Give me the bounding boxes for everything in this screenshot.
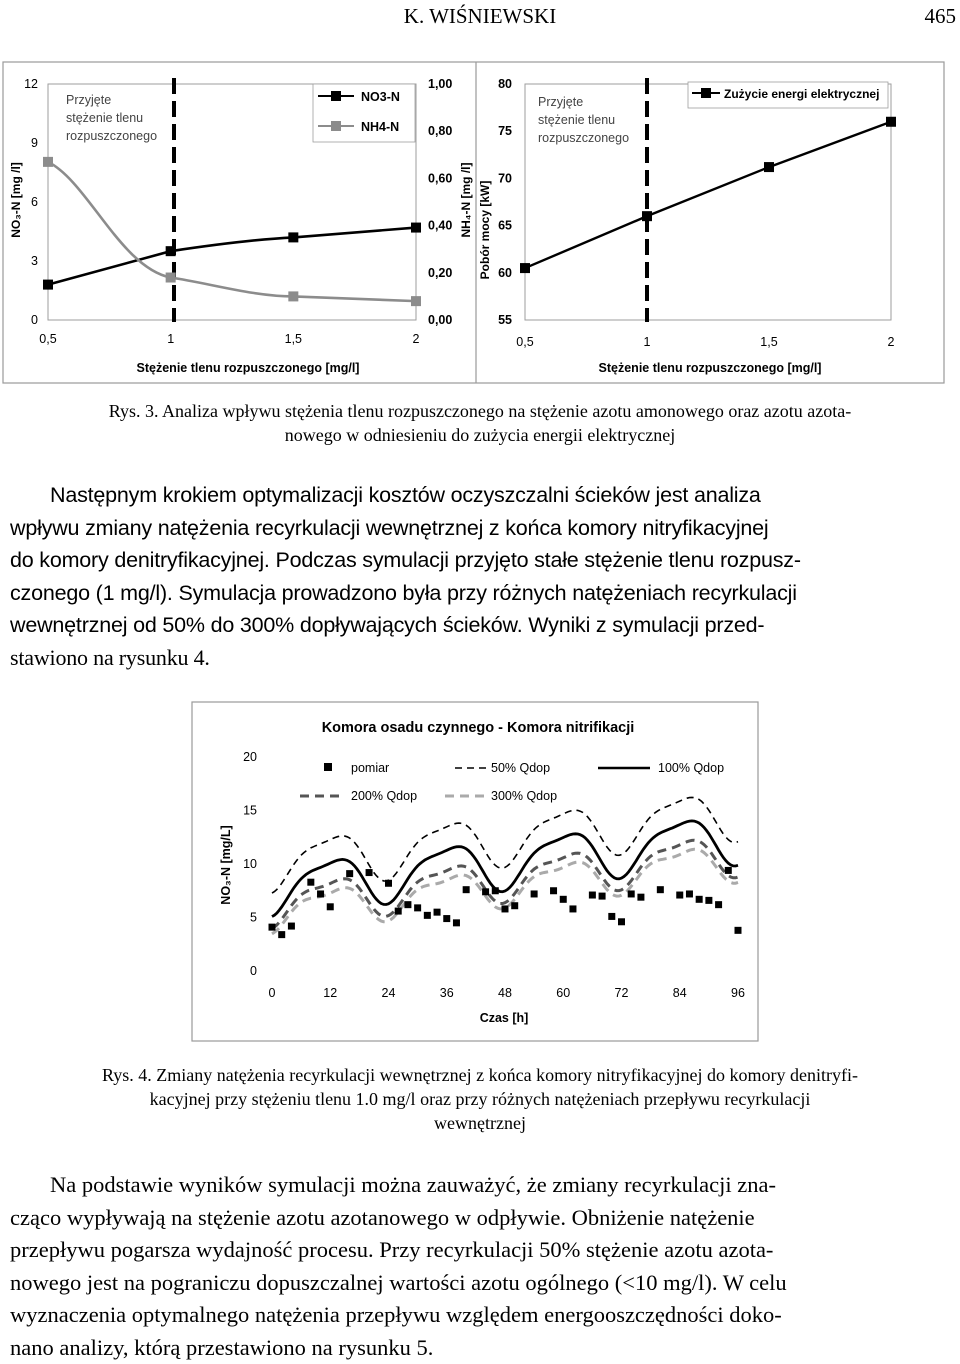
measurement-point bbox=[346, 870, 353, 877]
caption-line: Rys. 4. Zmiany natężenia recyrkulacji wewnętrznej z końca komory nitryfikacyjnej do komory denitryfi- bbox=[20, 1063, 940, 1087]
x-tick-label: 12 bbox=[323, 986, 337, 1000]
paragraph-line: do komory denitryfikacyjnej. Podczas symulacji przyjęto stałe stężenie tlenu rozpusz- bbox=[10, 544, 955, 577]
legend-energy: Zużycie energi elektrycznej bbox=[724, 87, 879, 101]
measurement-point bbox=[715, 901, 722, 908]
measurement-point bbox=[443, 915, 450, 922]
paragraph-2 bbox=[10, 1169, 955, 1364]
measurement-point bbox=[725, 867, 732, 874]
y-tick-label: 5 bbox=[250, 911, 257, 925]
measurement-point bbox=[511, 902, 518, 909]
legend-no3: NO3-N bbox=[361, 90, 400, 104]
annotation-line-2: stężenie tlenu bbox=[538, 113, 615, 127]
legend-50: 50% Qdop bbox=[491, 761, 550, 775]
data-point bbox=[520, 263, 530, 273]
x-tick-label: 1 bbox=[167, 332, 174, 346]
data-point bbox=[764, 162, 774, 172]
caption-line: nowego w odniesieniu do zużycia energii elektrycznej bbox=[20, 423, 940, 447]
measurement-point bbox=[560, 896, 567, 903]
measurement-point bbox=[434, 909, 441, 916]
paragraph-line: nano analizy, którą przestawiono na rysunku 5. bbox=[10, 1332, 955, 1364]
x-axis-label: Stężenie tlenu rozpuszczonego [mg/l] bbox=[137, 361, 360, 375]
y-axis-label: NO₃-N [mg/L] bbox=[219, 825, 233, 904]
x-tick-label: 96 bbox=[731, 986, 745, 1000]
measurement-point bbox=[735, 927, 742, 934]
measurement-point bbox=[618, 918, 625, 925]
measurement-point bbox=[502, 905, 509, 912]
y-tick-label-right: 0,80 bbox=[428, 124, 452, 138]
data-point bbox=[642, 211, 652, 221]
data-point bbox=[411, 296, 421, 306]
data-point bbox=[288, 291, 298, 301]
y-axis-label-right: NH₄-N [mg /l] bbox=[459, 162, 473, 237]
measurement-point bbox=[676, 892, 683, 899]
x-tick-label: 72 bbox=[615, 986, 629, 1000]
paragraph-1 bbox=[10, 479, 955, 674]
x-axis-label: Czas [h] bbox=[480, 1011, 529, 1025]
y-tick-label: 70 bbox=[498, 171, 512, 185]
caption-line: kacyjnej przy stężeniu tlenu 1.0 mg/l oraz przy różnych natężeniach przepływu recyrkulacji bbox=[20, 1087, 940, 1111]
x-tick-label: 84 bbox=[673, 986, 687, 1000]
chart-title: Komora osadu czynnego - Komora nitrifikacji bbox=[322, 720, 635, 736]
paragraph-line: Następnym krokiem optymalizacji kosztów oczyszczalni ścieków jest analiza bbox=[10, 479, 955, 512]
measurement-point bbox=[657, 886, 664, 893]
measurement-point bbox=[599, 893, 606, 900]
measurement-point bbox=[317, 890, 324, 897]
x-tick-label: 60 bbox=[556, 986, 570, 1000]
x-tick-label: 48 bbox=[498, 986, 512, 1000]
y-tick-label: 15 bbox=[243, 804, 257, 818]
measurement-point bbox=[269, 924, 276, 931]
y-tick-label: 0 bbox=[250, 964, 257, 978]
measurement-point bbox=[453, 919, 460, 926]
figure-4-caption bbox=[20, 1063, 940, 1135]
x-tick-label: 1,5 bbox=[285, 332, 302, 346]
measurement-point bbox=[288, 923, 295, 930]
figure-3-caption bbox=[20, 399, 940, 447]
x-tick-label: 24 bbox=[382, 986, 396, 1000]
x-tick-label: 1,5 bbox=[760, 335, 777, 349]
y-axis-label-left: NO₃-N [mg /l] bbox=[9, 162, 23, 238]
data-point bbox=[411, 223, 421, 233]
measurement-point bbox=[395, 908, 402, 915]
y-tick-label: 75 bbox=[498, 124, 512, 138]
measurement-point bbox=[385, 880, 392, 887]
legend-300: 300% Qdop bbox=[491, 789, 557, 803]
y-tick-label-left: 3 bbox=[31, 254, 38, 268]
x-tick-label: 2 bbox=[413, 332, 420, 346]
measurement-point bbox=[628, 890, 635, 897]
measurement-point bbox=[366, 869, 373, 876]
measurement-point bbox=[278, 931, 285, 938]
data-point bbox=[43, 157, 53, 167]
data-point bbox=[43, 280, 53, 290]
measurement-point bbox=[637, 894, 644, 901]
y-tick-label: 65 bbox=[498, 219, 512, 233]
measurement-point bbox=[705, 897, 712, 904]
measurement-point bbox=[327, 903, 334, 910]
y-tick-label-right: 0,40 bbox=[428, 219, 452, 233]
x-tick-label: 36 bbox=[440, 986, 454, 1000]
y-tick-label-left: 0 bbox=[31, 313, 38, 327]
y-tick-label-right: 0,60 bbox=[428, 171, 452, 185]
legend-200: 200% Qdop bbox=[351, 789, 417, 803]
y-tick-label-left: 9 bbox=[31, 136, 38, 150]
caption-line: wewnętrznej bbox=[20, 1111, 940, 1135]
paragraph-line: wpływu zmiany natężenia recyrkulacji wewnętrznej z końca komory nitryfikacyjnej bbox=[10, 512, 955, 545]
y-axis-label: Pobór mocy [kW] bbox=[478, 181, 492, 280]
measurement-point bbox=[307, 879, 314, 886]
figure-3 bbox=[0, 60, 960, 390]
y-tick-label: 10 bbox=[243, 857, 257, 871]
measurement-point bbox=[550, 887, 557, 894]
measurement-point bbox=[404, 901, 411, 908]
x-tick-label: 0,5 bbox=[516, 335, 533, 349]
legend bbox=[313, 84, 415, 142]
measurement-point bbox=[482, 888, 489, 895]
measurement-point bbox=[589, 892, 596, 899]
paragraph-line: Na podstawie wyników symulacji można zauważyć, że zmiany recyrkulacji zna- bbox=[10, 1169, 955, 1202]
figure-4 bbox=[0, 700, 960, 1045]
y-tick-label: 20 bbox=[243, 750, 257, 764]
measurement-point bbox=[686, 890, 693, 897]
x-tick-label: 1 bbox=[644, 335, 651, 349]
measurement-point bbox=[696, 896, 703, 903]
data-point bbox=[166, 246, 176, 256]
paragraph-line: wyznaczenia optymalnego natężenia przepływu względem energooszczędności doko- bbox=[10, 1299, 955, 1332]
annotation-line-2: stężenie tlenu bbox=[66, 111, 143, 125]
y-tick-label: 60 bbox=[498, 266, 512, 280]
annotation-line-3: rozpuszczonego bbox=[66, 129, 157, 143]
measurement-point bbox=[531, 890, 538, 897]
y-tick-label-right: 0,20 bbox=[428, 266, 452, 280]
paragraph-line: nowego jest na pograniczu dopuszczalnej wartości azotu ogólnego (<10 mg/l). W celu bbox=[10, 1267, 955, 1300]
y-tick-label-left: 6 bbox=[31, 195, 38, 209]
data-point bbox=[288, 232, 298, 242]
annotation-line-1: Przyjęte bbox=[538, 95, 583, 109]
paragraph-line: wewnętrznej od 50% do 300% dopływających ścieków. Wyniki z symulacji przed- bbox=[10, 609, 955, 642]
data-point bbox=[886, 117, 896, 127]
y-tick-label-right: 0,00 bbox=[428, 313, 452, 327]
measurement-point bbox=[608, 913, 615, 920]
running-header bbox=[0, 0, 960, 34]
legend-100: 100% Qdop bbox=[658, 761, 724, 775]
y-tick-label: 55 bbox=[498, 313, 512, 327]
paragraph-line: czonego (1 mg/l). Symulacja prowadzono była przy różnych natężeniach recyrkulacji bbox=[10, 577, 955, 610]
y-tick-label-left: 12 bbox=[24, 77, 38, 91]
legend-nh4: NH4-N bbox=[361, 120, 399, 134]
x-tick-label: 2 bbox=[888, 335, 895, 349]
x-tick-label: 0 bbox=[269, 986, 276, 1000]
data-point bbox=[166, 273, 176, 283]
legend-pomiar: pomiar bbox=[351, 761, 389, 775]
legend bbox=[688, 82, 888, 108]
annotation-line-3: rozpuszczonego bbox=[538, 131, 629, 145]
measurement-point bbox=[424, 912, 431, 919]
x-tick-label: 0,5 bbox=[39, 332, 56, 346]
y-tick-label-right: 1,00 bbox=[428, 77, 452, 91]
paragraph-line: cząco wypływają na stężenie azotu azotanowego w odpływie. Obniżenie natężenie bbox=[10, 1202, 955, 1235]
measurement-point bbox=[463, 886, 470, 893]
measurement-point bbox=[492, 887, 499, 894]
header-page-number: 465 bbox=[925, 4, 957, 29]
header-author: K. WIŚNIEWSKI bbox=[0, 4, 960, 29]
y-tick-label: 80 bbox=[498, 77, 512, 91]
measurement-point bbox=[569, 905, 576, 912]
caption-line: Rys. 3. Analiza wpływu stężenia tlenu rozpuszczonego na stężenie azotu amonowego oraz azotu azota- bbox=[20, 399, 940, 423]
annotation-line-1: Przyjęte bbox=[66, 93, 111, 107]
x-axis-label: Stężenie tlenu rozpuszczonego [mg/l] bbox=[599, 361, 822, 375]
measurement-point bbox=[414, 904, 421, 911]
paragraph-line: stawiono na rysunku 4. bbox=[10, 642, 955, 675]
paragraph-line: przepływu pogarsza wydajność procesu. Przy recyrkulacji 50% stężenie azotu azota- bbox=[10, 1234, 955, 1267]
